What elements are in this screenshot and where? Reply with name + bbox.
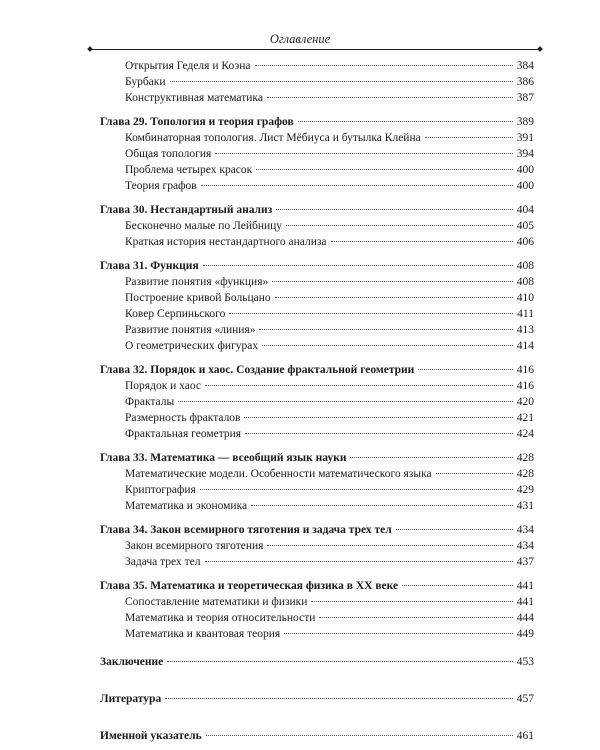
dot-leader [402,585,513,586]
toc-entry-title: Проблема четырех красок [125,164,253,176]
toc-entry-title: О геометрических фигурах [125,340,259,352]
dot-leader [267,545,512,546]
toc-entry-page: 416 [516,380,534,392]
toc-entry [100,466,534,482]
toc-entry-title: Закон всемирного тяготения [125,540,264,552]
dot-leader [311,601,512,602]
toc-entry-title: Именной указатель [100,730,202,742]
toc-entry-title: Глава 34. Закон всемирного тяготения и задача трех тел [100,524,392,536]
dot-leader [272,281,513,282]
dot-leader [284,633,513,634]
dot-leader [267,97,513,98]
toc-entry [100,74,534,90]
header-rule [92,49,538,50]
toc-entry-title: Математика и квантовая теория [125,628,281,640]
toc-entry [100,306,534,322]
dot-leader [206,735,513,736]
toc-chapter [100,578,534,594]
dot-leader [436,473,513,474]
toc-entry [100,394,534,410]
dot-leader [286,225,513,226]
toc-entry-page: 429 [516,484,534,496]
running-head-title: Оглавление [269,32,331,46]
toc-entry-title: Развитие понятия «линия» [125,324,256,336]
dot-leader [319,617,512,618]
toc-chapter [100,522,534,538]
dot-leader [165,698,513,699]
toc-entry-title: Глава 30. Нестандартный анализ [100,204,273,216]
toc-entry-title: Общая топология [125,148,212,160]
toc-entry-title: Математика и экономика [125,500,248,512]
toc-entry-title: Открытия Геделя и Коэна [125,60,251,72]
toc-section [100,691,534,708]
toc-chapter [100,258,534,274]
toc-entry-page: 434 [516,524,534,536]
toc-entry-page: 408 [516,260,534,272]
toc-chapter [100,114,534,130]
toc-entry-page: 441 [516,596,534,608]
toc-entry-title: Криптография [125,484,196,496]
toc-entry-page: 408 [516,276,534,288]
toc-entry-title: Глава 29. Топология и теория графов [100,116,294,128]
dot-leader [201,185,513,186]
toc-entry-page: 414 [516,340,534,352]
dot-leader [167,661,513,662]
toc-section [100,728,534,745]
toc-entry-page: 420 [516,396,534,408]
toc-entry-title: Бурбаки [125,76,166,88]
dot-leader [298,121,513,122]
toc-section [100,654,534,671]
toc-entry-title: Построение кривой Больцано [125,292,271,304]
toc-entry [100,58,534,74]
toc-entry-page: 441 [516,580,534,592]
dot-leader [256,169,513,170]
toc-entry-title: Глава 35. Математика и теоретическая физика в XX веке [100,580,399,592]
toc-entry-page: 444 [516,612,534,624]
dot-leader [205,561,513,562]
toc-entry-title: Глава 31. Функция [100,260,199,272]
toc-entry-page: 424 [516,428,534,440]
toc-entry [100,338,534,354]
toc-entry-page: 391 [516,132,534,144]
toc-entry-title: Задача трех тел [125,556,201,568]
dot-leader [215,153,512,154]
toc-entry-page: 405 [516,220,534,232]
dot-leader [276,209,512,210]
toc-entry [100,426,534,442]
toc-entry-page: 386 [516,76,534,88]
dot-leader [255,65,513,66]
dot-leader [418,369,512,370]
dot-leader [205,385,513,386]
toc-entry [100,90,534,106]
toc-entry-page: 453 [516,656,534,668]
toc-entry [100,178,534,194]
toc-entry [100,378,534,394]
toc-chapter [100,202,534,218]
toc-entry-title: Краткая история нестандартного анализа [125,236,327,248]
toc-entry [100,410,534,426]
toc-entry-page: 404 [516,204,534,216]
toc-entry-title: Литература [100,693,162,705]
dot-leader [331,241,513,242]
toc-entry-title: Заключение [100,656,164,668]
toc-entry [100,218,534,234]
toc-entry-page: 400 [516,164,534,176]
toc-entry-title: Бесконечно малые по Лейбницу [125,220,283,232]
dot-leader [245,433,513,434]
dot-leader [251,505,513,506]
toc-entry-page: 394 [516,148,534,160]
toc-entry-title: Порядок и хаос [125,380,202,392]
dot-leader [350,457,512,458]
toc-entry-page: 437 [516,556,534,568]
toc-entry-page: 389 [516,116,534,128]
toc-entry [100,594,534,610]
toc-entry-title: Сопоставление математики и физики [125,596,308,608]
toc-entry-page: 384 [516,60,534,72]
toc-entry-page: 406 [516,236,534,248]
toc-entry-title: Фракталы [125,396,175,408]
dot-leader [259,329,512,330]
toc-entry-page: 457 [516,693,534,705]
toc-entry-page: 387 [516,92,534,104]
dot-leader [200,489,513,490]
toc-entry-title: Глава 32. Порядок и хаос. Создание фрактальной геометрии [100,364,415,376]
toc-entry [100,610,534,626]
dot-leader [244,417,512,418]
toc-entry-page: 413 [516,324,534,336]
toc-entry [100,234,534,250]
toc-entry-page: 428 [516,452,534,464]
toc-entry [100,274,534,290]
toc-entry-page: 421 [516,412,534,424]
toc-entry [100,498,534,514]
toc-entry-page: 410 [516,292,534,304]
toc-entry-page: 428 [516,468,534,480]
toc-entry-page: 431 [516,500,534,512]
dot-leader [178,401,513,402]
toc-entry [100,482,534,498]
dot-leader [170,81,513,82]
toc-entry [100,290,534,306]
toc-entry [100,626,534,642]
dot-leader [396,529,513,530]
table-of-contents [100,58,534,745]
toc-entry-title: Математика и теория относительности [125,612,316,624]
toc-entry [100,554,534,570]
toc-entry-title: Комбинаторная топология. Лист Мёбиуса и бутылка Клейна [125,132,421,144]
toc-entry-title: Размерность фракталов [125,412,241,424]
toc-entry-page: 416 [516,364,534,376]
dot-leader [275,297,513,298]
toc-entry-title: Теория графов [125,180,197,192]
toc-entry-title: Развитие понятия «функция» [125,276,269,288]
dot-leader [229,313,513,314]
toc-entry [100,146,534,162]
dot-leader [425,137,513,138]
toc-chapter [100,362,534,378]
toc-entry-title: Конструктивная математика [125,92,263,104]
toc-entry-page: 434 [516,540,534,552]
toc-entry [100,162,534,178]
toc-entry-title: Математические модели. Особенности математического языка [125,468,432,480]
toc-entry [100,130,534,146]
toc-entry [100,322,534,338]
dot-leader [203,265,513,266]
toc-entry [100,538,534,554]
toc-chapter [100,450,534,466]
toc-entry-title: Фрактальная геометрия [125,428,242,440]
toc-entry-page: 461 [516,730,534,742]
toc-entry-page: 449 [516,628,534,640]
dot-leader [262,345,513,346]
toc-entry-page: 400 [516,180,534,192]
toc-entry-title: Глава 33. Математика — всеобщий язык науки [100,452,347,464]
toc-entry-page: 411 [517,308,534,320]
toc-entry-title: Ковер Серпиньского [125,308,226,320]
